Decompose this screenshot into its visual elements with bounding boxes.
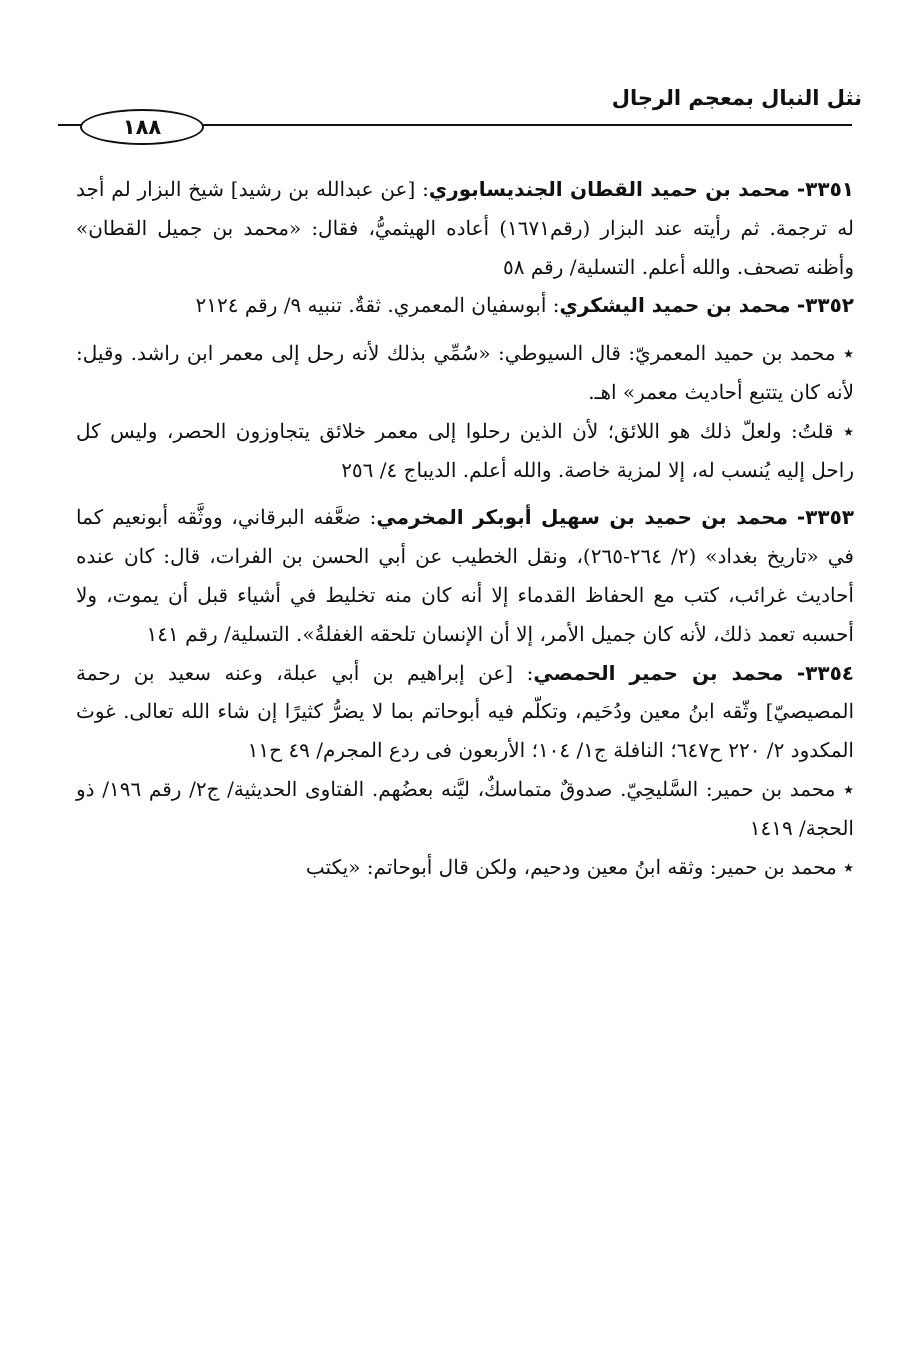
entry-text: : أبوسفيان المعمري. ثقةٌ. تنبيه ٩/ رقم ٢١٢٤ [195,293,560,318]
entry-number: ٣٣٥٢- [796,293,854,318]
star-marker: ٭ [843,776,854,801]
note-text: محمد بن حميد المعمريّ: قال السيوطي: «سُمِّي بذلك لأنه رحل إلى معمر ابن راشد. وقيل: لأنه كان يتتبع أحاديث معمر» اهـ. [76,341,854,404]
entry-3351 [76,170,854,286]
note-text: محمد بن حمير: السَّليحِيّ. صدوقٌ متماسكٌ، ليَّنه بعضُهم. الفتاوى الحديثية/ ج٢/ رقم ١٩٦/ ذو الحجة/ ١٤١٩ [76,776,854,840]
entry-number: ٣٣٥٣- [796,505,854,530]
star-marker: ٭ [843,854,854,879]
entry-3354 [76,654,854,770]
main-text [76,170,854,886]
note-paragraph [76,412,854,490]
entry-name: محمد بن حميد القطان الجنديسابوري [428,177,791,201]
entry-3352 [76,286,854,325]
note-paragraph [76,848,854,887]
entry-number: ٣٣٥١- [796,177,854,201]
note-paragraph [76,334,854,412]
entry-text: : [عن إبراهيم بن أبي عبلة، وعنه سعيد بن رحمة المصيصيّ] وثّقه ابنُ معين ودُحَيم، وتكلّم فيه أبوحاتم بما لا يضرُّ كثيرًا إن شاء الله تعالى. غوث المكدود ٢/ ٢٢٠ ح٦٤٧؛ النافلة ج١/ ١٠٤؛ الأربعون فى ردع المجرم/ ٤٩ ح١١ [76,660,854,763]
page-number: ١٨٨ [80,109,204,145]
entry-text: : [عن عبدالله بن رشيد] شيخ البزار لم أجد له ترجمة. ثم رأيته عند البزار (رقم١٦٧١) أعاده الهيثميُّ، فقال: «محمد بن جميل القطان» وأظنه تصحف. والله أعلم. التسلية/ رقم ٥٨ [76,177,855,279]
entry-3353 [76,498,854,653]
entry-name: محمد بن حميد بن سهيل أبوبكر المخرمي [376,505,789,530]
note-text: محمد بن حمير: وثقه ابنُ معين ودحيم، ولكن قال أبوحاتم: «يكتب [305,854,837,879]
entry-text: : ضعَّفه البرقاني، ووثَّقه أبونعيم كما في «تاريخ بغداد» (٢/ ٢٦٤-٢٦٥)، ونقل الخطيب عن أبي الحسن بن الفرات، قال: كان عنده أحاديث غرائب، كتب مع الحفاظ القدماء إلا أنه كان منه تخليط في أشياء قبل أن يموت، ولا أحسبه تعمد ذلك، لأنه كان جميل الأمر، إلا أن الإنسان تلحقه الغفلةُ». التسلية/ رقم ١٤١ [76,505,854,646]
star-marker: ٭ [843,341,854,366]
note-text: قلتُ: ولعلّ ذلك هو اللائق؛ لأن الذين رحلوا إلى معمر خلائق يتجاوزون الحصر، وليس كل راحل إليه يُنسب له، إلا لمزية خاصة. والله أعلم. الديباج ٤/ ٢٥٦ [76,418,854,482]
star-marker: ٭ [843,418,854,443]
running-header-title: نثل النبال بمعجم الرجال [611,86,862,110]
entry-name: محمد بن حميد اليشكري [559,293,791,318]
note-paragraph [76,770,854,848]
entry-number: ٣٣٥٤- [796,660,854,685]
entry-name: محمد بن حمير الحمصي [533,660,784,685]
